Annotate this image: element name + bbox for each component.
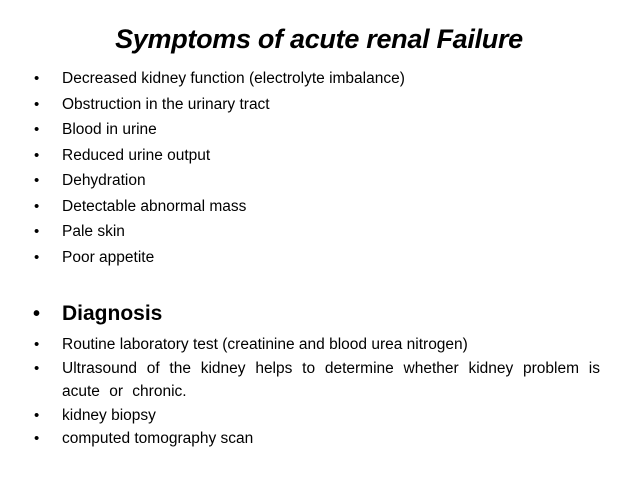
symptom-text: Reduced urine output (62, 146, 211, 164)
bullet-icon: • (34, 70, 40, 87)
symptom-text: Dehydration (62, 172, 146, 189)
bullet-icon: • (34, 336, 40, 353)
diagnosis-text: Routine laboratory test (creatinine and blood urea nitrogen) (62, 336, 468, 353)
diagnosis-heading-text: Diagnosis (62, 302, 163, 325)
symptom-text: Decreased kidney function (electrolyte imbalance) (62, 70, 405, 87)
list-item (0, 333, 600, 357)
bullet-icon: • (34, 172, 40, 189)
list-item (0, 92, 405, 118)
bullet-icon: • (34, 95, 40, 113)
slide-title: Symptoms of acute renal Failure (115, 24, 523, 54)
list-item (0, 219, 405, 245)
bullet-icon: • (34, 121, 40, 138)
bullet-icon: • (33, 303, 41, 325)
symptom-text: Blood in urine (62, 121, 157, 138)
diagnosis-text: Ultrasound of the kidney helps to determine whether kidney problem is acute or chronic. (62, 359, 600, 400)
diagnosis-list (0, 333, 600, 451)
bullet-icon: • (34, 359, 40, 377)
bullet-icon: • (34, 197, 40, 215)
diagnosis-heading (0, 300, 162, 328)
symptom-text: Pale skin (62, 223, 125, 240)
bullet-icon: • (34, 430, 40, 447)
symptom-text: Detectable abnormal mass (62, 197, 247, 215)
bullet-icon: • (34, 406, 40, 424)
diagnosis-text: computed tomography scan (62, 430, 254, 447)
diagnosis-text: kidney biopsy (62, 406, 156, 424)
list-item (0, 168, 405, 194)
bullet-icon: • (34, 248, 40, 266)
bullet-icon: • (34, 146, 40, 164)
list-item (0, 427, 600, 451)
list-item (0, 143, 405, 169)
list-item (0, 66, 405, 92)
bullet-icon: • (34, 223, 40, 240)
list-item (0, 404, 600, 428)
list-item (0, 357, 600, 404)
list-item (0, 245, 405, 271)
list-item (0, 117, 405, 143)
symptom-text: Poor appetite (62, 248, 155, 266)
list-item (0, 194, 405, 220)
symptom-text: Obstruction in the urinary tract (62, 95, 270, 113)
symptoms-list (0, 66, 405, 270)
